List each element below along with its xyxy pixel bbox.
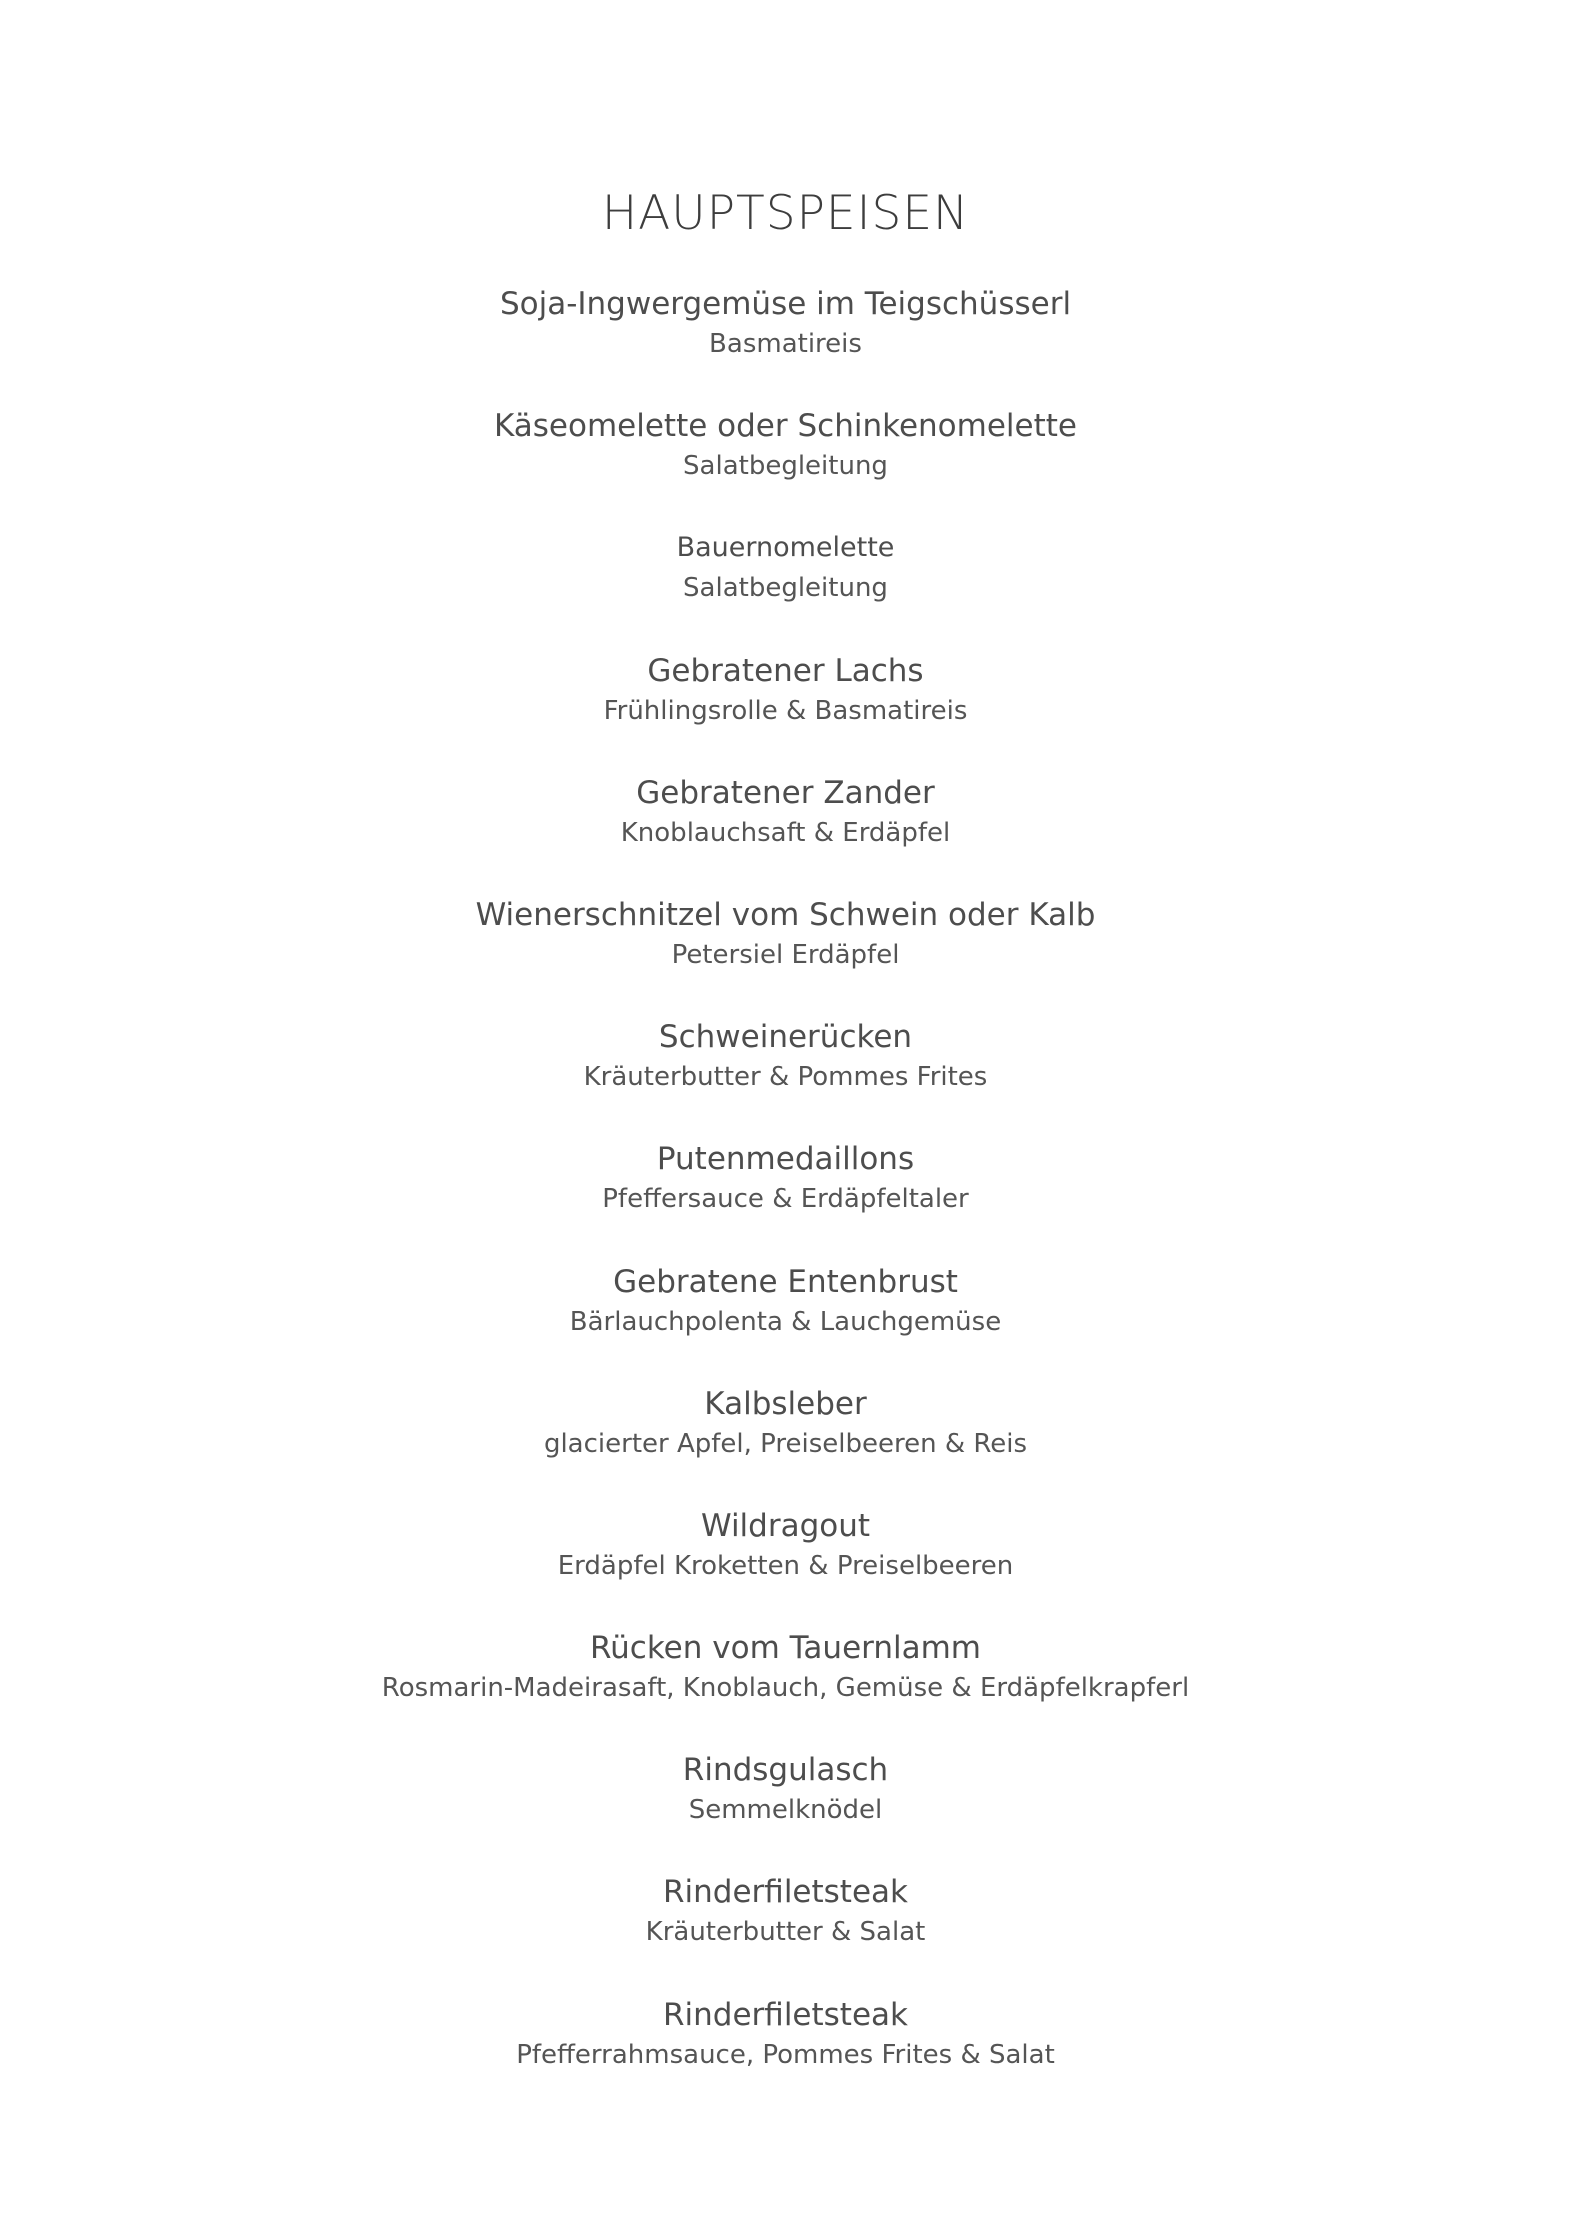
dish-name: Wildragout — [700, 1507, 871, 1544]
dish-side: Kräuterbutter & Pommes Frites — [583, 1062, 988, 1093]
dish-side: Frühlingsrolle & Basmatireis — [603, 695, 968, 726]
dish-side: Bärlauchpolenta & Lauchgemüse — [569, 1306, 1002, 1337]
dish-name: Rücken vom Tauernlamm — [590, 1630, 981, 1667]
menu-list — [0, 284, 1571, 2117]
dish-name: Wienerschnitzel vom Schwein oder Kalb — [475, 896, 1096, 933]
dish-name: Bauernomelette — [676, 532, 895, 564]
dish-side: glacierter Apfel, Preiselbeeren & Reis — [543, 1428, 1028, 1459]
menu-item — [0, 651, 1571, 773]
dish-name: Rindsgulasch — [682, 1752, 889, 1789]
menu-item — [0, 284, 1571, 406]
dish-side: Petersiel Erdäpfel — [671, 939, 900, 970]
menu-item — [0, 1506, 1571, 1628]
dish-side: Semmelknödel — [688, 1795, 883, 1826]
dish-name: Schweinerücken — [658, 1019, 913, 1056]
menu-item — [0, 1628, 1571, 1750]
menu-title: HAUPTSPEISEN — [601, 186, 970, 241]
dish-side: Pfefferrahmsauce, Pommes Frites & Salat — [516, 2039, 1055, 2070]
dish-side: Basmatireis — [709, 329, 862, 359]
dish-side: Pfeffersauce & Erdäpfeltaler — [602, 1184, 969, 1215]
menu-item — [0, 1872, 1571, 1994]
dish-side: Rosmarin-Madeirasaft, Knoblauch, Gemüse & Erdäpfelkrapferl — [381, 1673, 1190, 1704]
dish-name: Rinderfiletsteak — [663, 1996, 908, 2033]
dish-side: Erdäpfel Kroketten & Preiselbeeren — [557, 1550, 1014, 1581]
menu-item — [0, 1995, 1571, 2117]
dish-side: Knoblauchsaft & Erdäpfel — [620, 817, 951, 848]
dish-name: Soja-Ingwergemüse im Teigschüsserl — [499, 286, 1072, 322]
dish-name: Putenmedaillons — [656, 1141, 915, 1178]
menu-item — [0, 1017, 1571, 1139]
menu-item — [0, 1262, 1571, 1384]
dish-side: Salatbegleitung — [683, 573, 888, 604]
dish-name: Käseomelette oder Schinkenomelette — [494, 408, 1077, 445]
dish-side: Salatbegleitung — [683, 451, 888, 482]
menu-item — [0, 773, 1571, 895]
menu-item — [0, 528, 1571, 650]
dish-name: Gebratener Lachs — [647, 652, 924, 689]
menu-item — [0, 406, 1571, 528]
dish-name: Kalbsleber — [704, 1385, 867, 1422]
menu-item — [0, 1750, 1571, 1872]
dish-name: Gebratener Zander — [636, 774, 935, 811]
dish-side: Kräuterbutter & Salat — [645, 1917, 926, 1948]
menu-item — [0, 1139, 1571, 1261]
dish-name: Rinderfiletsteak — [663, 1874, 908, 1911]
dish-name: Gebratene Entenbrust — [613, 1263, 958, 1300]
menu-item — [0, 1384, 1571, 1506]
menu-item — [0, 895, 1571, 1017]
